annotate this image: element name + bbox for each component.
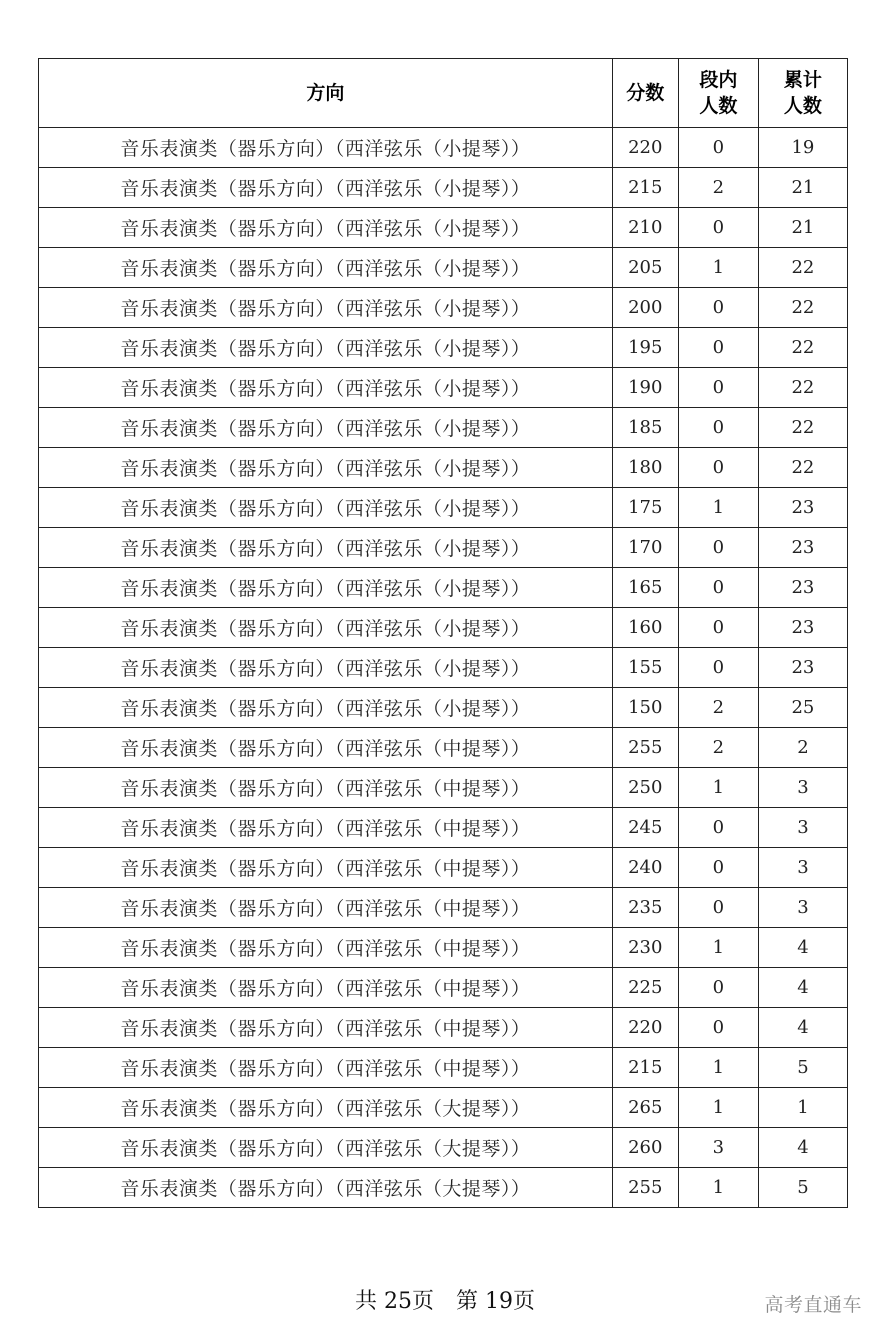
cell-score: 235 [612,888,678,928]
cell-score: 245 [612,808,678,848]
cell-score: 180 [612,448,678,488]
table-row [39,728,848,768]
cell-direction: 音乐表演类（器乐方向）（西洋弦乐（小提琴）） [39,648,613,688]
cell-segment-count: 1 [678,1088,758,1128]
table-row [39,968,848,1008]
cell-cumulative-count: 3 [758,888,847,928]
cell-score: 215 [612,168,678,208]
cell-segment-count: 1 [678,1168,758,1208]
cell-score: 190 [612,368,678,408]
table-row [39,288,848,328]
table-row [39,888,848,928]
page-footer [0,1284,890,1315]
cell-score: 220 [612,128,678,168]
header-score: 分数 [612,59,678,128]
cell-score: 215 [612,1048,678,1088]
cell-segment-count: 0 [678,328,758,368]
cell-direction: 音乐表演类（器乐方向）（西洋弦乐（中提琴）） [39,768,613,808]
cell-score: 200 [612,288,678,328]
table-row [39,408,848,448]
cell-segment-count: 0 [678,888,758,928]
total-pages-label: 共 25页 [355,1289,434,1314]
cell-direction: 音乐表演类（器乐方向）（西洋弦乐（中提琴）） [39,928,613,968]
cell-segment-count: 0 [678,448,758,488]
cell-score: 195 [612,328,678,368]
cell-cumulative-count: 22 [758,408,847,448]
table-row [39,328,848,368]
cell-cumulative-count: 4 [758,928,847,968]
cell-direction: 音乐表演类（器乐方向）（西洋弦乐（小提琴）） [39,488,613,528]
cell-direction: 音乐表演类（器乐方向）（西洋弦乐（中提琴）） [39,848,613,888]
table-row [39,928,848,968]
cell-cumulative-count: 4 [758,968,847,1008]
cell-direction: 音乐表演类（器乐方向）（西洋弦乐（小提琴）） [39,248,613,288]
cell-cumulative-count: 3 [758,768,847,808]
cell-cumulative-count: 1 [758,1088,847,1128]
cell-segment-count: 0 [678,808,758,848]
score-distribution-table [38,58,848,1208]
table-row [39,1168,848,1208]
table-row [39,1008,848,1048]
table-body [39,128,848,1208]
cell-score: 265 [612,1088,678,1128]
table-row [39,648,848,688]
table-row [39,368,848,408]
cell-cumulative-count: 22 [758,288,847,328]
cell-segment-count: 3 [678,1128,758,1168]
cell-segment-count: 0 [678,208,758,248]
cell-cumulative-count: 25 [758,688,847,728]
cell-direction: 音乐表演类（器乐方向）（西洋弦乐（中提琴）） [39,1008,613,1048]
cell-score: 205 [612,248,678,288]
table-row [39,528,848,568]
cell-direction: 音乐表演类（器乐方向）（西洋弦乐（小提琴）） [39,688,613,728]
table-row [39,1128,848,1168]
cell-cumulative-count: 22 [758,368,847,408]
cell-segment-count: 1 [678,488,758,528]
header-direction: 方向 [39,59,613,128]
cell-score: 170 [612,528,678,568]
cell-segment-count: 0 [678,408,758,448]
cell-segment-count: 0 [678,968,758,1008]
cell-score: 255 [612,1168,678,1208]
cell-cumulative-count: 23 [758,608,847,648]
cell-segment-count: 0 [678,288,758,328]
cell-score: 185 [612,408,678,448]
cell-score: 225 [612,968,678,1008]
cell-direction: 音乐表演类（器乐方向）（西洋弦乐（小提琴）） [39,568,613,608]
cell-score: 160 [612,608,678,648]
cell-cumulative-count: 22 [758,448,847,488]
cell-cumulative-count: 3 [758,808,847,848]
cell-score: 250 [612,768,678,808]
cell-score: 255 [612,728,678,768]
cell-cumulative-count: 21 [758,168,847,208]
cell-direction: 音乐表演类（器乐方向）（西洋弦乐（小提琴）） [39,608,613,648]
cell-segment-count: 2 [678,168,758,208]
cell-direction: 音乐表演类（器乐方向）（西洋弦乐（小提琴）） [39,128,613,168]
table-row [39,448,848,488]
cell-segment-count: 0 [678,608,758,648]
cell-cumulative-count: 2 [758,728,847,768]
cell-cumulative-count: 23 [758,568,847,608]
table-header-row [39,59,848,128]
table-row [39,1088,848,1128]
cell-segment-count: 0 [678,368,758,408]
cell-segment-count: 1 [678,768,758,808]
cell-direction: 音乐表演类（器乐方向）（西洋弦乐（大提琴）） [39,1128,613,1168]
header-cumulative-count: 累计 人数 [758,59,847,128]
cell-direction: 音乐表演类（器乐方向）（西洋弦乐（小提琴）） [39,208,613,248]
table-row [39,768,848,808]
cell-cumulative-count: 23 [758,648,847,688]
cell-cumulative-count: 3 [758,848,847,888]
cell-segment-count: 1 [678,248,758,288]
cell-score: 165 [612,568,678,608]
cell-segment-count: 0 [678,648,758,688]
cell-direction: 音乐表演类（器乐方向）（西洋弦乐（大提琴）） [39,1168,613,1208]
header-segment-count: 段内 人数 [678,59,758,128]
cell-score: 220 [612,1008,678,1048]
table-row [39,568,848,608]
cell-segment-count: 1 [678,1048,758,1088]
cell-direction: 音乐表演类（器乐方向）（西洋弦乐（中提琴）） [39,1048,613,1088]
cell-direction: 音乐表演类（器乐方向）（西洋弦乐（小提琴）） [39,368,613,408]
cell-score: 230 [612,928,678,968]
table-row [39,608,848,648]
cell-cumulative-count: 4 [758,1128,847,1168]
cell-cumulative-count: 5 [758,1168,847,1208]
cell-score: 175 [612,488,678,528]
table-row [39,688,848,728]
table-row [39,488,848,528]
cell-segment-count: 0 [678,528,758,568]
cell-segment-count: 2 [678,688,758,728]
table-row [39,128,848,168]
table-row [39,208,848,248]
cell-segment-count: 2 [678,728,758,768]
table-row [39,248,848,288]
cell-segment-count: 0 [678,1008,758,1048]
cell-score: 210 [612,208,678,248]
cell-cumulative-count: 22 [758,248,847,288]
cell-score: 155 [612,648,678,688]
table-row [39,1048,848,1088]
cell-direction: 音乐表演类（器乐方向）（西洋弦乐（小提琴）） [39,448,613,488]
watermark-text: 高考直通车 [764,1294,862,1316]
table-row [39,168,848,208]
cell-direction: 音乐表演类（器乐方向）（西洋弦乐（中提琴）） [39,728,613,768]
cell-score: 240 [612,848,678,888]
cell-segment-count: 0 [678,128,758,168]
cell-direction: 音乐表演类（器乐方向）（西洋弦乐（小提琴）） [39,328,613,368]
cell-cumulative-count: 21 [758,208,847,248]
cell-cumulative-count: 19 [758,128,847,168]
cell-direction: 音乐表演类（器乐方向）（西洋弦乐（大提琴）） [39,1088,613,1128]
cell-direction: 音乐表演类（器乐方向）（西洋弦乐（中提琴）） [39,888,613,928]
cell-cumulative-count: 22 [758,328,847,368]
cell-score: 150 [612,688,678,728]
cell-cumulative-count: 5 [758,1048,847,1088]
cell-direction: 音乐表演类（器乐方向）（西洋弦乐（小提琴）） [39,168,613,208]
cell-segment-count: 0 [678,568,758,608]
current-page-label: 第 19页 [456,1289,535,1314]
cell-score: 260 [612,1128,678,1168]
cell-direction: 音乐表演类（器乐方向）（西洋弦乐（中提琴）） [39,968,613,1008]
cell-direction: 音乐表演类（器乐方向）（西洋弦乐（小提琴）） [39,408,613,448]
table-row [39,808,848,848]
cell-cumulative-count: 23 [758,488,847,528]
cell-direction: 音乐表演类（器乐方向）（西洋弦乐（小提琴）） [39,288,613,328]
table-row [39,848,848,888]
cell-cumulative-count: 4 [758,1008,847,1048]
cell-cumulative-count: 23 [758,528,847,568]
cell-direction: 音乐表演类（器乐方向）（西洋弦乐（中提琴）） [39,808,613,848]
cell-segment-count: 0 [678,848,758,888]
cell-direction: 音乐表演类（器乐方向）（西洋弦乐（小提琴）） [39,528,613,568]
cell-segment-count: 1 [678,928,758,968]
